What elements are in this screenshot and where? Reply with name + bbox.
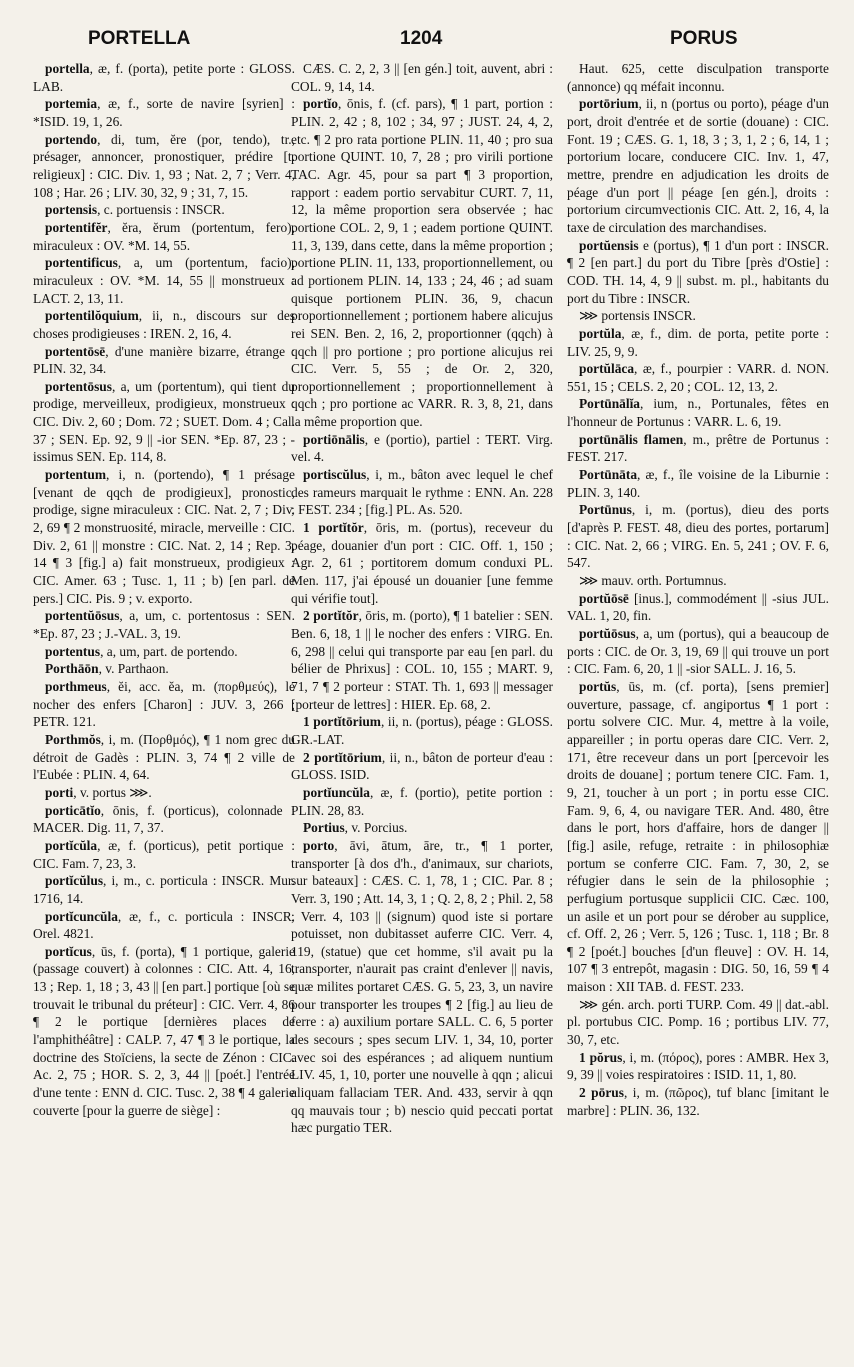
dictionary-entry (33, 607, 295, 642)
entry-definition: , a, um (portentum), qui tient du prodige, merveilleux, prodigieux, monstrueux : CIC. Div. 2, 60 ; Dom. 72 ; SUET. Dom. 4 ; Cal. 37 ; SEN. Ep. 92, 9 || -ior SEN. *Ep. 87, 23 ; -issimus SEN. Ep. 114, 8. (33, 378, 295, 465)
entry-definition: , i, m. (πῶρος), tuf blanc [imitant le marbre] : PLIN. 36, 132. (567, 1085, 829, 1118)
dictionary-entry (291, 466, 553, 519)
entry-headword: Portūnāta (579, 467, 638, 483)
entry-headword: portentilŏquium (45, 308, 139, 324)
entry-definition: , a, um (portentum, facio), miraculeux : OV. *M. 14, 55 || monstrueux : LACT. 2, 13, 11. (33, 255, 295, 306)
dictionary-entry (567, 307, 829, 325)
dictionary-entry (33, 201, 295, 219)
dictionary-entry (33, 643, 295, 661)
entry-definition: , i, m., c. porticula : INSCR. Mur. 1716, 14. (33, 873, 295, 906)
dictionary-entry (33, 660, 295, 678)
dictionary-entry (567, 1084, 829, 1119)
dictionary-entry (291, 95, 553, 430)
entry-definition: , c. portuensis : INSCR. (97, 202, 225, 218)
dictionary-entry (291, 819, 553, 837)
entry-headword: porthmeus (45, 678, 107, 694)
entry-definition: e (portus), ¶ 1 d'un port : INSCR. ¶ 2 [en part.] du port du Tibre [près d'Ostie] : COD. TH. 14, 4, 9 || subst. m. pl., habitants du port du Tibre : INSCR. (567, 237, 829, 306)
entry-definition: , æ, f., pourpier : VARR. d. NON. 551, 15 ; CELS. 2, 20 ; COL. 12, 13, 2. (567, 361, 829, 394)
entry-definition: Haut. 625, cette disculpation transporte (annonce) qq méfait inconnu. (567, 61, 829, 94)
entry-headword: portella (45, 61, 90, 76)
dictionary-entry (33, 837, 295, 872)
entry-headword: portentŭōsus (45, 608, 120, 624)
header-left-guideword: PORTELLA (88, 28, 191, 49)
entry-headword: Portūnālĭa (579, 396, 641, 412)
dictionary-entry (567, 237, 829, 308)
dictionary-entry (33, 219, 295, 254)
dictionary-entry (567, 625, 829, 678)
entry-headword: porto (303, 837, 335, 853)
entry-headword: portentus (45, 643, 101, 659)
entry-definition: , āvi, ātum, āre, tr., ¶ 1 porter, transporter [à dos d'h., d'animaux, sur chariots, sur bateaux] : CÆS. C. 1, 78, 1 ; CIC. Par. 8 ; Verr. 3, 190 ; Att. 14, 3, 1 ; Q. 2, 8, 2 ; Phil. 2, 58 ; Verr. 4, 103 || (signum) quod iste si portare potuisset, non dubitasset auferre CIC. Verr. 4, 119, (statue) que cet homme, s'il avait pu la transporter, n'aurait pas craint d'enlever || navis, quæ milites portaret CÆS. G. 5, 23, 3, un navire pour transporter les troupes ¶ 2 [fig.] au lieu de ferre : a) auxilium portare SALL. C. 6, 5 porter des secours ; spes secum LIV. 1, 34, 10, porter avec soi des espérances ; ad aliquem nuntium LIV. 45, 1, 10, porter une nouvelle à qqn ; alicui aliquam fallaciam TER. And. 433, servir à qqn qq mauvais tour ; b) nescio quid peccati portat hæc purgatio TER. (291, 837, 553, 1136)
entry-definition: , æ, f., île voisine de la Liburnie : PLIN. 3, 140. (567, 467, 829, 500)
entry-headword: portĭcus (45, 943, 92, 959)
entry-headword: portŭla (579, 325, 622, 341)
dictionary-entry (291, 519, 553, 607)
entry-headword: portentōsē (45, 343, 106, 359)
dictionary-entry (33, 784, 295, 802)
entry-headword: portŭs (579, 678, 617, 694)
dictionary-entry (567, 395, 829, 430)
dictionary-entry (567, 1049, 829, 1084)
dictionary-entry (567, 60, 829, 95)
entry-definition: , i, m., bâton avec lequel le chef des rameurs marquait le rythme : ENN. An. 228 ; FEST. 234 ; [fig.] PL. As. 520. (291, 467, 553, 518)
entry-definition: ⋙ portensis INSCR. (579, 308, 696, 324)
entry-headword: portensis (45, 202, 98, 218)
entry-definition: , ii, n., bâton de porteur d'eau : GLOSS. ISID. (291, 749, 553, 783)
dictionary-entry (567, 325, 829, 360)
dictionary-entry (33, 731, 295, 784)
dictionary-entry (33, 466, 295, 607)
entry-headword: portĭcŭla (45, 837, 98, 853)
entry-definition: , v. Porcius. (344, 820, 408, 836)
dictionary-entry (33, 254, 295, 307)
entry-definition: , æ, f. (porticus), petit portique : CIC. Fam. 7, 23, 3. (33, 837, 295, 871)
entry-definition: , ūs, f. (porta), ¶ 1 portique, galerie (passage couvert) à colonnes : CIC. Att. 4, 16, 13 ; Rep. 1, 18 ; 3, 43 || [en part.] portique [où se trouvait le tribunal du préteur] : CIC. Verr. 4, 86 ¶ 2 le portique [dernières places de l'amphithéâtre] : CALP. 7, 47 ¶ 3 le portique, la doctrine des Stoïciens, la secte de Zénon : CIC. Ac. 2, 75 ; HOR. S. 2, 3, 44 || [poét.] l'entrée d'une tente : ENN d. CIC. Tusc. 2, 38 ¶ 4 galerie couverte [pour la guerre de siège] : (33, 943, 295, 1118)
dictionary-entry (33, 343, 295, 378)
entry-definition: , i, m. (Πορθμός), ¶ 1 nom grec du détroit de Gadès : PLIN. 3, 74 ¶ 2 ville de l'Eubée : PLIN. 4, 64. (33, 731, 295, 783)
entry-headword: Portūnus (579, 502, 632, 518)
entry-headword: portemia (45, 96, 98, 112)
dictionary-entry (33, 131, 295, 202)
entry-definition: , e (portio), partiel : TERT. Virg. vel. 4. (291, 431, 553, 465)
entry-headword: portŭōsē (579, 590, 629, 606)
entry-headword: porti (45, 784, 74, 800)
dictionary-entry (567, 590, 829, 625)
dictionary-entry (567, 95, 829, 236)
page-number: 1204 (400, 28, 443, 49)
entry-definition: , i, n. (portendo), ¶ 1 présage [venant de qqch de prodigieux], pronostic, prodige, signe miraculeux : CIC. Nat. 2, 7 ; Div. 2, 69 ¶ 2 monstruosité, miracle, merveille : CIC. Div. 2, 61 || monstre : CIC. Nat. 2, 14 ; Rep. 3, 14 ¶ 3 [fig.] a) fait monstrueux, prodigieux : CIC. Amer. 63 ; Tusc. 1, 11 ; b) [en parl. de pers.] CIC. Pis. 9 ; v. exporto. (33, 467, 295, 606)
entry-definition: , ii, n. (portus), péage : GLOSS. GR.-LAT. (291, 714, 553, 747)
entry-headword: Portius (303, 820, 345, 836)
entry-headword: 2 portĭtŏr (303, 608, 359, 624)
entry-headword: portĭo (303, 96, 338, 112)
dictionary-entry (291, 749, 553, 784)
entry-definition: ⋙ mauv. orth. Portumnus. (579, 573, 727, 589)
entry-definition: , ĕra, ĕrum (portentum, fero), miraculeux : OV. *M. 14, 55. (33, 219, 295, 253)
dictionary-entry (567, 431, 829, 466)
dictionary-entry (33, 60, 295, 95)
dictionary-entry (291, 431, 553, 466)
dictionary-entry (33, 802, 295, 837)
entry-definition: [inus.], commodément || -sius JUL. VAL. 1, 20, fin. (567, 590, 829, 624)
entry-headword: portiscŭlus (303, 467, 367, 483)
entry-headword: portĭuncŭla (303, 784, 370, 800)
dictionary-entry (33, 307, 295, 342)
column-2 (291, 60, 553, 1137)
dictionary-entry (567, 501, 829, 572)
entry-headword: 1 portĭtōrium (303, 714, 381, 730)
entry-headword: portŭōsus (579, 626, 636, 641)
dictionary-entry (291, 607, 553, 713)
entry-definition: , a, um, c. portentosus : SEN. *Ep. 87, 23 ; J.-VAL. 3, 19. (33, 608, 295, 641)
dictionary-entry (291, 837, 553, 1137)
entry-definition: , v. Parthaon. (98, 661, 169, 677)
dictionary-entry (33, 943, 295, 1120)
entry-headword: portŭlāca (579, 361, 635, 377)
dictionary-entry (33, 378, 295, 466)
entry-definition: , di, tum, ĕre (por, tendo), tr., présager, annoncer, pronostiquer, prédire [t. religieux] : CIC. Div. 1, 93 ; Nat. 2, 7 ; Verr. 4, 108 ; Har. 26 ; LIV. 30, 32, 9 ; 31, 7, 15. (33, 131, 295, 200)
entry-definition: ⋙ gén. arch. porti TURP. Com. 49 || dat.-abl. pl. portubus CIC. Pomp. 16 ; portibus LIV. 77, 30, 7, etc. (567, 996, 829, 1048)
entry-headword: 1 portĭtŏr (303, 520, 364, 536)
entry-definition: , ōnis, f. (cf. pars), ¶ 1 part, portion : PLIN. 2, 42 ; 8, 102 ; 34, 97 ; JUST. 24, 4, 2, etc. ¶ 2 pro rata portione PLIN. 11, 40 ; pro sua portione QUINT. 10, 7, 28 ; pro virili portione TAC. Agr. 45, pour sa part ¶ 3 proportion, rapport : eadem portio servabitur CURT. 7, 11, 12, la même proportion sera observée ; hac portione COL. 2, 9, 1 ; eadem portione QUINT. 11, 3, 139, dans cette, dans la même proportion ; portione PLIN. 11, 133, proportionnellement, ou ad portionem PLIN. 14, 133 ; 24, 46 ; ad suam quisque portionem PLIN. 36, 9, chacun proportionnellement ; portionem habere alicujus rei SEN. Ben. 2, 16, 2, proportionner (qqch) à qqch || pro portione ; pro portione alicujus rei CIC. Verr. 5, 55 ; de Or. 2, 320, proportionnellement ; proportionnellement à qqch ; pro portione ac VARR. R. 3, 8, 21, dans la même proportion que. (291, 96, 553, 430)
entry-headword: portūnālis flamen (579, 431, 684, 447)
entry-definition: , ōnis, f. (porticus), colonnade : MACER. Dig. 11, 7, 37. (33, 802, 295, 836)
dictionary-entry (567, 678, 829, 996)
entry-definition: , ĕi, acc. ĕa, m. (πορθμεύς), le nocher des enfers [Charon] : JUV. 3, 266 ; PETR. 121. (33, 678, 295, 730)
entry-definition: , v. portus ⋙. (73, 784, 152, 800)
entry-headword: Porthmŏs (45, 731, 101, 747)
entry-definition: , ōris, m. (porto), ¶ 1 batelier : SEN. Ben. 6, 18, 1 || le nocher des enfers : VIRG. En. 6, 298 || celui qui transporte par eau [en parl. du bélier de Phrixus] : COL. 10, 155 ; MART. 9, 71, 7 ¶ 2 porteur : STAT. Th. 1, 693 || messager [porteur de lettres] : HIER. Ep. 68, 2. (291, 608, 553, 712)
header-right-guideword: PORUS (670, 28, 738, 49)
entry-definition: CÆS. C. 2, 2, 3 || [en gén.] toit, auvent, abri : COL. 9, 14, 14. (291, 61, 553, 94)
entry-headword: portiōnālis (303, 431, 365, 447)
entry-headword: 2 portĭtōrium (303, 749, 382, 765)
entry-definition: , d'une manière bizarre, étrange : PLIN. 32, 34. (33, 343, 295, 377)
column-1 (33, 60, 295, 1119)
entry-headword: 2 pōrus (579, 1085, 624, 1101)
dictionary-entry (291, 60, 553, 95)
entry-headword: portĭcŭlus (45, 873, 104, 889)
entry-headword: portentōsus (45, 378, 112, 394)
entry-definition: , æ, f. (porta), petite porte : GLOSS. LAB. (33, 61, 295, 94)
entry-definition: , æ, f., dim. de porta, petite porte : LIV. 25, 9, 9. (567, 325, 829, 359)
page-header (0, 28, 854, 54)
dictionary-entry (567, 572, 829, 590)
entry-headword: portentum (45, 467, 106, 483)
entry-definition: , a, um, part. de portendo. (100, 643, 238, 659)
entry-definition: , æ, f., sorte de navire [syrien] : *ISID. 19, 1, 26. (33, 96, 295, 129)
entry-definition: , ōris, m. (portus), receveur du péage, douanier d'un port : CIC. Off. 1, 150 ; Agr. 2, 61 ; portitorem domum conduxi PL. Men. 117, j'ai épousé un douanier [une femme qui vérifie tout]. (291, 520, 553, 606)
dictionary-entry (291, 713, 553, 748)
entry-definition: , ūs, m. (cf. porta), [sens premier] ouverture, passage, cf. angiportus ¶ 1 port : portu solvere CIC. Mur. 4, mettre à la voile, appareiller ; in portu operas dare CIC. Verr. 2, 171, être receveur dans un port [percevoir les droits de douane] ; portum tenere CIC. Fam. 1, 9, 21, toucher à un port ; in portu esse CIC. Fam. 9, 6, 4, ou navigare TER. And. 480, être dans le port, hors d'affaire, hors de danger || [fig.] asile, refuge, retraite : in philosophiæ portum se conferre CIC. Fam. 7, 30, 2, se réfugier dans le sein de la philosophie ; perfugium portusque supplicii CIC. Cæc. 100, un asile et un port pour se dérober au supplice, cf. Off. 2, 26 ; Verr. 5, 126 ; Tusc. 1, 118 ; Br. 8 ¶ 2 [poét.] bouches [d'un fleuve] : OV. H. 14, 107 ¶ 3 entrepôt, magasin : DIG. 50, 16, 59 ¶ 4 maison : XII TAB. d. FEST. 233. (567, 678, 829, 995)
entry-headword: porticātĭo (45, 802, 101, 818)
entry-headword: portendo (45, 131, 98, 147)
dictionary-entry (567, 466, 829, 501)
entry-headword: portĭcuncŭla (45, 908, 118, 924)
entry-definition: , a, um (portus), qui a beaucoup de ports : CIC. de Or. 3, 19, 69 || qui trouve un port : CIC. Fam. 6, 20, 1 || -sior SALL. J. 16, 5. (567, 626, 829, 677)
entry-definition: , ii, n., discours sur des choses prodigieuses : IREN. 2, 16, 4. (33, 308, 295, 341)
column-3 (567, 60, 829, 1119)
entry-definition: , æ, f. (portio), petite portion : PLIN. 28, 83. (291, 784, 553, 818)
dictionary-entry (567, 360, 829, 395)
entry-headword: portentificus (45, 255, 118, 271)
entry-definition: , i, m. (portus), dieu des ports [d'après P. FEST. 48, dieu des portes, portarum] : CIC. Nat. 2, 66 ; VIRG. En. 5, 241 ; OV. F. 6, 547. (567, 502, 829, 571)
dictionary-entry (291, 784, 553, 819)
entry-definition: , ium, n., Portunales, fêtes en l'honneur de Portunus : VARR. L. 6, 19. (567, 396, 829, 430)
dictionary-entry (567, 996, 829, 1049)
entry-headword: 1 pŏrus (579, 1049, 623, 1065)
entry-headword: Porthāōn (45, 661, 99, 677)
entry-headword: portŭensis (579, 237, 639, 253)
entry-headword: portōrium (579, 96, 639, 112)
entry-definition: , i, m. (πόρος), pores : AMBR. Hex 3, 9, 39 || voies respiratoires : ISID. 11, 1, 80. (567, 1049, 829, 1083)
dictionary-entry (33, 95, 295, 130)
entry-definition: , ii, n (portus ou porto), péage d'un port, droit d'entrée et de sortie (douane) : CIC. Font. 19 ; CÆS. G. 1, 18, 3 ; 3, 1, 2 ; 6, 14, 1 ; portorium locare, conducere CIC. Inv. 1, 47, mettre, prendre en adjudication les droits de péage d'un port || péage [en gén.], droits : portorium circumvectionis CIC. Att. 2, 16, 4, la taxe de circulation des marchandises. (567, 96, 829, 235)
dictionary-entry (33, 678, 295, 731)
dictionary-entry (33, 872, 295, 907)
dictionary-entry (33, 908, 295, 943)
entry-definition: , m., prêtre de Portunus : FEST. 217. (567, 431, 829, 465)
entry-definition: , æ, f., c. porticula : INSCR. Orel. 4821. (33, 908, 295, 942)
entry-headword: portentifĕr (45, 219, 108, 235)
